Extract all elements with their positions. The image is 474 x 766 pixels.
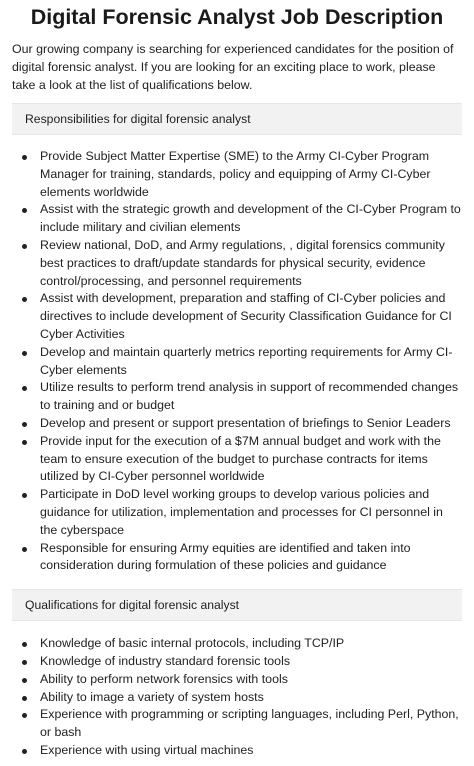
list-item-text: Participate in DoD level working groups to develop various policies and guidance for utilization, implementation and processes for CI personnel in the cyberspace — [40, 487, 443, 537]
qualifications-heading: Qualifications for digital forensic analyst — [12, 589, 462, 621]
list-item — [22, 433, 462, 486]
list-item — [22, 671, 462, 689]
bullet-icon — [22, 749, 27, 754]
list-item — [22, 148, 462, 201]
list-item-text: Provide input for the execution of a $7M annual budget and work with the team to ensure execution of the budget to purchase contracts for items utilized by CI-Cyber personnel worldwide — [40, 433, 441, 484]
bullet-icon — [22, 351, 27, 356]
responsibilities-heading: Responsibilities for digital forensic analyst — [12, 103, 462, 135]
bullet-icon — [22, 493, 27, 498]
list-item — [22, 237, 462, 290]
list-item-text: Develop and maintain quarterly metrics reporting requirements for Army CI-Cyber elements — [40, 344, 453, 377]
list-item — [22, 379, 462, 415]
responsibilities-list — [12, 148, 462, 575]
list-item-text: Develop and present or support presentation of briefings to Senior Leaders — [40, 415, 451, 430]
list-item — [22, 486, 462, 539]
list-item-text: Provide Subject Matter Expertise (SME) to the Army CI-Cyber Program Manager for training, standards, policy and equipping of Army CI-Cyber elements worldwide — [40, 149, 431, 199]
qualifications-list — [12, 635, 462, 760]
list-item-text: Experience with programming or scripting languages, including Perl, Python, or bash — [40, 707, 459, 740]
list-item-text: Assist with development, preparation and staffing of CI-Cyber policies and directives to include development of Security Classification Guidance for CI Cyber Activities — [40, 291, 452, 341]
list-item-text: Assist with the strategic growth and development of the CI-Cyber Program to include military and civilian elements — [40, 202, 461, 235]
bullet-icon — [22, 547, 27, 552]
bullet-icon — [22, 386, 27, 391]
bullet-icon — [22, 713, 27, 718]
list-item-text: Ability to image a variety of system hosts — [40, 689, 264, 704]
bullet-icon — [22, 660, 27, 665]
list-item-text: Knowledge of basic internal protocols, including TCP/IP — [40, 636, 345, 651]
list-item — [22, 344, 462, 380]
bullet-icon — [22, 244, 27, 249]
list-item — [22, 653, 462, 671]
bullet-icon — [22, 696, 27, 701]
list-item-text: Review national, DoD, and Army regulations, , digital forensics community best practices to draft/update standards for physical security, evidence control/processing, and personnel requirements — [40, 237, 445, 288]
bullet-icon — [22, 440, 27, 445]
list-item — [22, 706, 462, 742]
bullet-icon — [22, 155, 27, 160]
list-item — [22, 415, 462, 433]
intro-paragraph: Our growing company is searching for experienced candidates for the position of digital forensic analyst. If you are looking for an exciting place to work, please take a look at the list of qualifications below. — [12, 42, 454, 92]
list-item — [22, 689, 462, 707]
list-item — [22, 201, 462, 237]
list-item — [22, 290, 462, 343]
list-item-text: Utilize results to perform trend analysis in support of recommended changes to training and or budget — [40, 380, 459, 413]
list-item-text: Ability to perform network forensics with tools — [40, 671, 288, 686]
list-item-text: Experience with using virtual machines — [40, 742, 254, 757]
list-item-text: Knowledge of industry standard forensic tools — [40, 653, 291, 668]
list-item — [22, 540, 462, 576]
list-item — [22, 742, 462, 760]
list-item — [22, 635, 462, 653]
list-item-text: Responsible for ensuring Army equities are identified and taken into consideration during formulation of these policies and guidance — [40, 540, 411, 573]
bullet-icon — [22, 642, 27, 647]
bullet-icon — [22, 422, 27, 427]
bullet-icon — [22, 208, 27, 213]
bullet-icon — [22, 678, 27, 683]
page-title: Digital Forensic Analyst Job Description — [30, 5, 444, 29]
bullet-icon — [22, 297, 27, 302]
